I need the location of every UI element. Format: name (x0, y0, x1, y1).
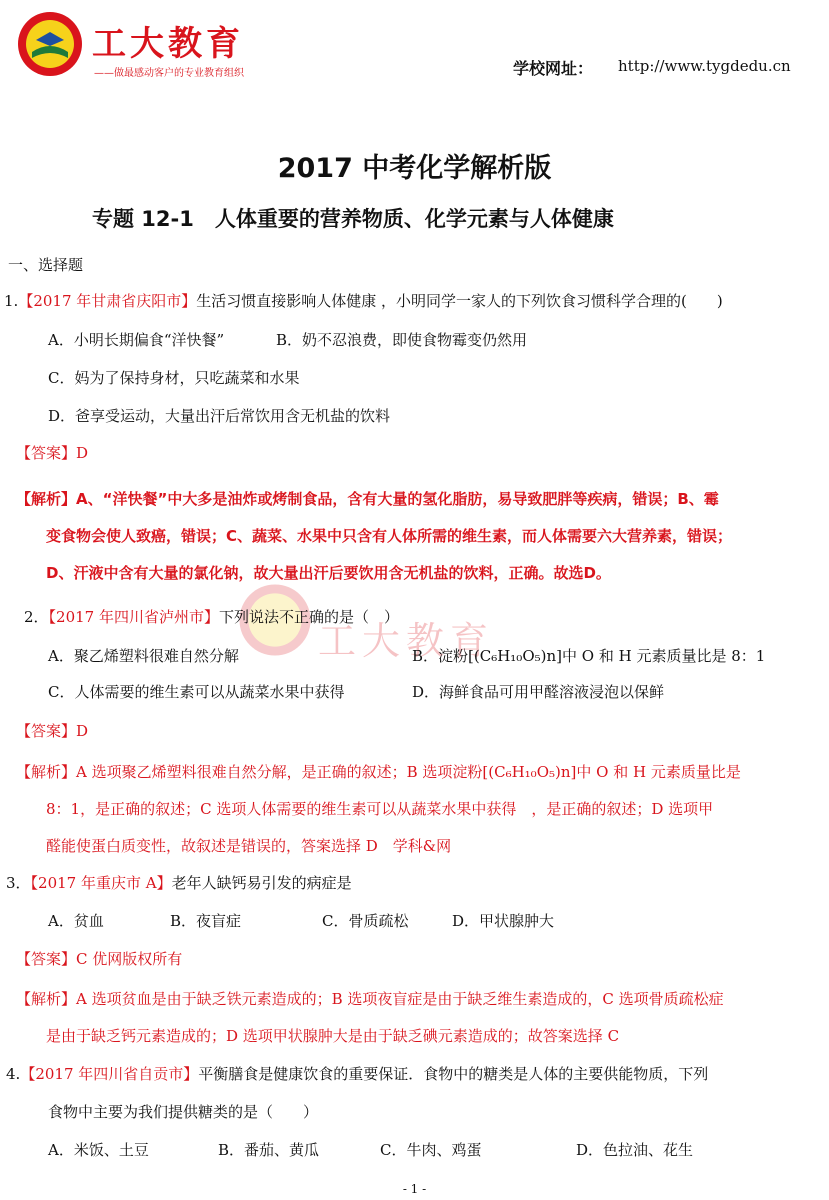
option-d: D．海鲜食品可用甲醛溶液浸泡以保鲜 (412, 683, 665, 701)
question-source: 【2017 年甘肃省庆阳市】 (18, 292, 197, 310)
analysis-line: 【解析】A 选项贫血是由于缺乏铁元素造成的；B 选项夜盲症是由于缺乏维生素造成的，C 选项骨质疏松症 (16, 990, 724, 1008)
question-number: 4. (6, 1065, 21, 1083)
analysis-line: 是由于缺乏钙元素造成的；D 选项甲状腺肿大是由于缺乏碘元素造成的；故答案选择 C (46, 1027, 620, 1045)
option-d: D．甲状腺肿大 (452, 912, 555, 930)
option-c: C．骨质疏松 (322, 912, 409, 930)
option-a: A．聚乙烯塑料很难自然分解 (48, 647, 239, 665)
analysis-line: 变食物会使人致癌，错误；C、蔬菜、水果中只含有人体所需的维生素，而人体需要六大营养素，错误； (46, 527, 733, 545)
watermark-text: 工大教育 (318, 619, 495, 663)
option-b: B．奶不忍浪费，即使食物霉变仍然用 (276, 331, 528, 349)
analysis-line: 【解析】A、“洋快餐”中大多是油炸或烤制食品，含有大量的氢化脂肪，易导致肥胖等疾病，错误；B、霉 (16, 490, 719, 508)
section-heading: 一、选择题 (8, 256, 84, 274)
answer: 【答案】C 优网版权所有 (16, 950, 183, 968)
brand-slogan: ——做最感动客户的专业教育组织 (94, 68, 244, 79)
option-a: A．米饭、土豆 (48, 1141, 149, 1159)
question-source: 【2017 年四川省自贡市】 (20, 1065, 199, 1083)
question-stem: 下列说法不正确的是（ ） (219, 608, 400, 626)
brand-name: 工大教育 (92, 24, 244, 64)
question-stem: 平衡膳食是健康饮食的重要保证．食物中的糖类是人体的主要供能物质，下列 (198, 1065, 709, 1083)
question-1 (4, 290, 723, 311)
page-subtitle: 专题 12-1 人体重要的营养物质、化学元素与人体健康 (92, 207, 614, 231)
analysis-line: D、汗液中含有大量的氯化钠，故大量出汗后要饮用含无机盐的饮料，正确。故选D。 (46, 564, 611, 582)
option-d: D．色拉油、花生 (576, 1141, 694, 1159)
answer: 【答案】D (16, 722, 89, 740)
question-number: 3． (6, 874, 31, 892)
page-number: - 1 - (402, 1182, 427, 1196)
option-c: C．妈为了保持身材，只吃蔬菜和水果 (48, 369, 300, 387)
question-stem-cont: 食物中主要为我们提供糖类的是（ ） (48, 1103, 319, 1121)
analysis-line: 醛能使蛋白质变性，故叙述是错误的，答案选择 D 学科&网 (46, 837, 452, 855)
analysis-line: 8：1，是正确的叙述；C 选项人体需要的维生素可以从蔬菜水果中获得 ，是正确的叙述；D 选项甲 (46, 800, 714, 818)
option-b: B．淀粉[(C₆H₁₀O₅)n]中 O 和 H 元素质量比是 8：1 (412, 647, 766, 665)
option-d: D．爸享受运动，大量出汗后常饮用含无机盐的饮料 (48, 407, 391, 425)
option-c: C．牛肉、鸡蛋 (380, 1141, 482, 1159)
question-number: 1. (4, 292, 19, 310)
site-url-link[interactable]: http://www.tygdedu.cn (618, 57, 791, 75)
page-title: 2017 中考化学解析版 (277, 153, 552, 184)
question-2 (24, 606, 399, 627)
question-number: 2． (24, 608, 49, 626)
option-a: A．贫血 (48, 912, 104, 930)
analysis-line: 【解析】A 选项聚乙烯塑料很难自然分解，是正确的叙述；B 选项淀粉[(C₆H₁₀O₅)n]中 O 和 H 元素质量比是 (16, 763, 741, 781)
question-4 (6, 1063, 708, 1084)
question-stem: 老年人缺钙易引发的病症是 (171, 874, 352, 892)
option-b: B．夜盲症 (170, 912, 242, 930)
option-b: B．番茄、黄瓜 (218, 1141, 320, 1159)
question-source: 【2017 年四川省泸州市】 (48, 608, 219, 626)
option-a: A．小明长期偏食“洋快餐” (48, 331, 225, 349)
answer: 【答案】D (16, 444, 89, 462)
question-3 (6, 872, 352, 893)
site-label: 学校网址： (513, 59, 594, 78)
school-logo (14, 10, 86, 78)
question-stem: 生活习惯直接影响人体健康 ，小明同学一家人的下列饮食习惯科学合理的( ) (196, 292, 723, 310)
option-c: C．人体需要的维生素可以从蔬菜水果中获得 (48, 683, 345, 701)
question-source: 【2017 年重庆市 A】 (30, 874, 172, 892)
